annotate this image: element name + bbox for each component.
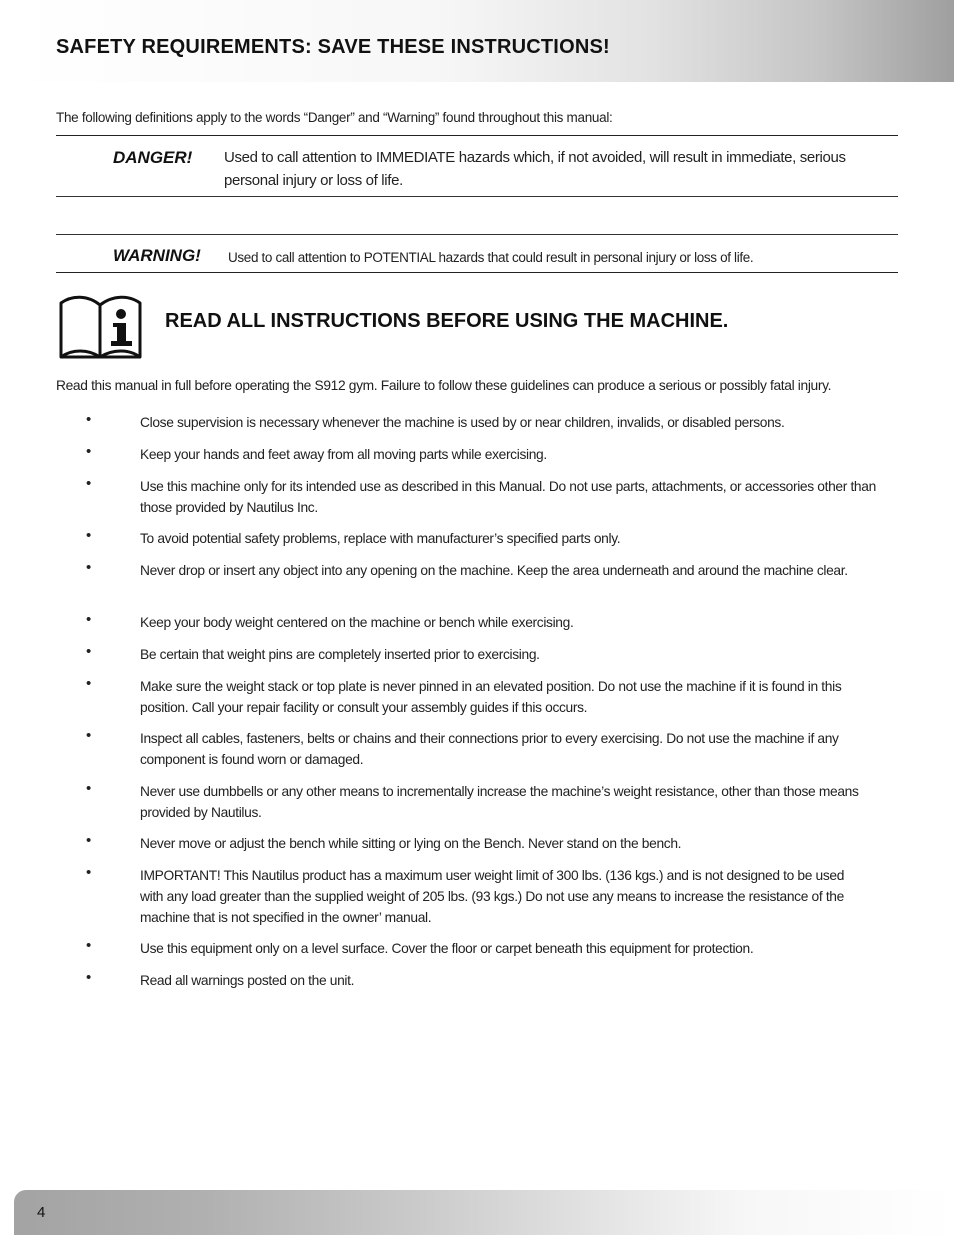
bullet-icon: • bbox=[86, 832, 92, 849]
bullet-icon: • bbox=[86, 643, 92, 660]
bullet-icon: • bbox=[86, 969, 92, 986]
warning-text: Used to call attention to POTENTIAL hazards that could result in personal injury or loss of life. bbox=[228, 250, 754, 265]
list-item-text: Never move or adjust the bench while sitting or lying on the Bench. Never stand on the bench. bbox=[140, 836, 682, 851]
warning-label: WARNING! bbox=[113, 246, 201, 265]
bullet-icon: • bbox=[86, 727, 92, 744]
open-book-info-icon bbox=[58, 293, 144, 361]
warning-bottom-rule bbox=[56, 272, 898, 273]
page-number: 4 bbox=[37, 1204, 46, 1221]
list-item-text: Never use dumbbells or any other means to incrementally increase the machine’s weight resistance, other than those means provided by Nautilus. bbox=[140, 784, 859, 820]
list-item-text: Use this machine only for its intended use as described in this Manual. Do not use parts, attachments, or accessories other than those provided by Nautilus Inc. bbox=[140, 479, 876, 515]
page-title: SAFETY REQUIREMENTS: SAVE THESE INSTRUCTIONS! bbox=[56, 36, 610, 58]
list-item-text: Keep your body weight centered on the machine or bench while exercising. bbox=[140, 615, 574, 630]
list-item-text: IMPORTANT! This Nautilus product has a maximum user weight limit of 300 lbs. (136 kgs.) and is not designed to be used with any load greater than the supplied weight of 205 lbs. (93 kgs.) Do not use any means to increase the resistance of the machine that is not specified in the owner’ manual. bbox=[140, 868, 845, 925]
list-item-text: Close supervision is necessary whenever the machine is used by or near children, invalids, or disabled persons. bbox=[140, 415, 785, 430]
danger-text: Used to call attention to IMMEDIATE hazards which, if not avoided, will result in immediate, serious personal injury or loss of life. bbox=[224, 149, 846, 189]
bullet-icon: • bbox=[86, 443, 92, 460]
definitions-intro: The following definitions apply to the words “Danger” and “Warning” found throughout this manual: bbox=[56, 110, 613, 125]
bullet-icon: • bbox=[86, 475, 92, 492]
list-item-text: Keep your hands and feet away from all moving parts while exercising. bbox=[140, 447, 547, 462]
bullet-icon: • bbox=[86, 411, 92, 428]
bullet-icon: • bbox=[86, 864, 92, 881]
read-instructions-heading: READ ALL INSTRUCTIONS BEFORE USING THE MACHINE. bbox=[165, 310, 729, 332]
bullet-icon: • bbox=[86, 675, 92, 692]
list-item-text: Never drop or insert any object into any opening on the machine. Keep the area underneath and around the machine clear. bbox=[140, 563, 848, 578]
bullet-icon: • bbox=[86, 937, 92, 954]
list-item-text: Be certain that weight pins are completely inserted prior to exercising. bbox=[140, 647, 540, 662]
danger-top-rule bbox=[56, 135, 898, 136]
bullet-icon: • bbox=[86, 611, 92, 628]
list-item-text: Inspect all cables, fasteners, belts or chains and their connections prior to every exercising. Do not use the machine if any component is found worn or damaged. bbox=[140, 731, 839, 767]
list-item-text: Read all warnings posted on the unit. bbox=[140, 973, 355, 988]
list-item-text: Make sure the weight stack or top plate is never pinned in an elevated position. Do not use the machine if it is found in this position. Call your repair facility or consult your assembly guides if this occurs. bbox=[140, 679, 842, 715]
list-item-text: To avoid potential safety problems, replace with manufacturer’s specified parts only. bbox=[140, 531, 621, 546]
bullet-icon: • bbox=[86, 559, 92, 576]
warning-top-rule bbox=[56, 234, 898, 235]
danger-bottom-rule bbox=[56, 196, 898, 197]
read-intro: Read this manual in full before operating the S912 gym. Failure to follow these guidelines can produce a serious or possibly fatal injury. bbox=[56, 378, 832, 393]
list-item-text: Use this equipment only on a level surface. Cover the floor or carpet beneath this equipment for protection. bbox=[140, 941, 754, 956]
footer-band bbox=[14, 1190, 954, 1235]
bullet-icon: • bbox=[86, 527, 92, 544]
bullet-icon: • bbox=[86, 780, 92, 797]
danger-label: DANGER! bbox=[113, 148, 193, 167]
